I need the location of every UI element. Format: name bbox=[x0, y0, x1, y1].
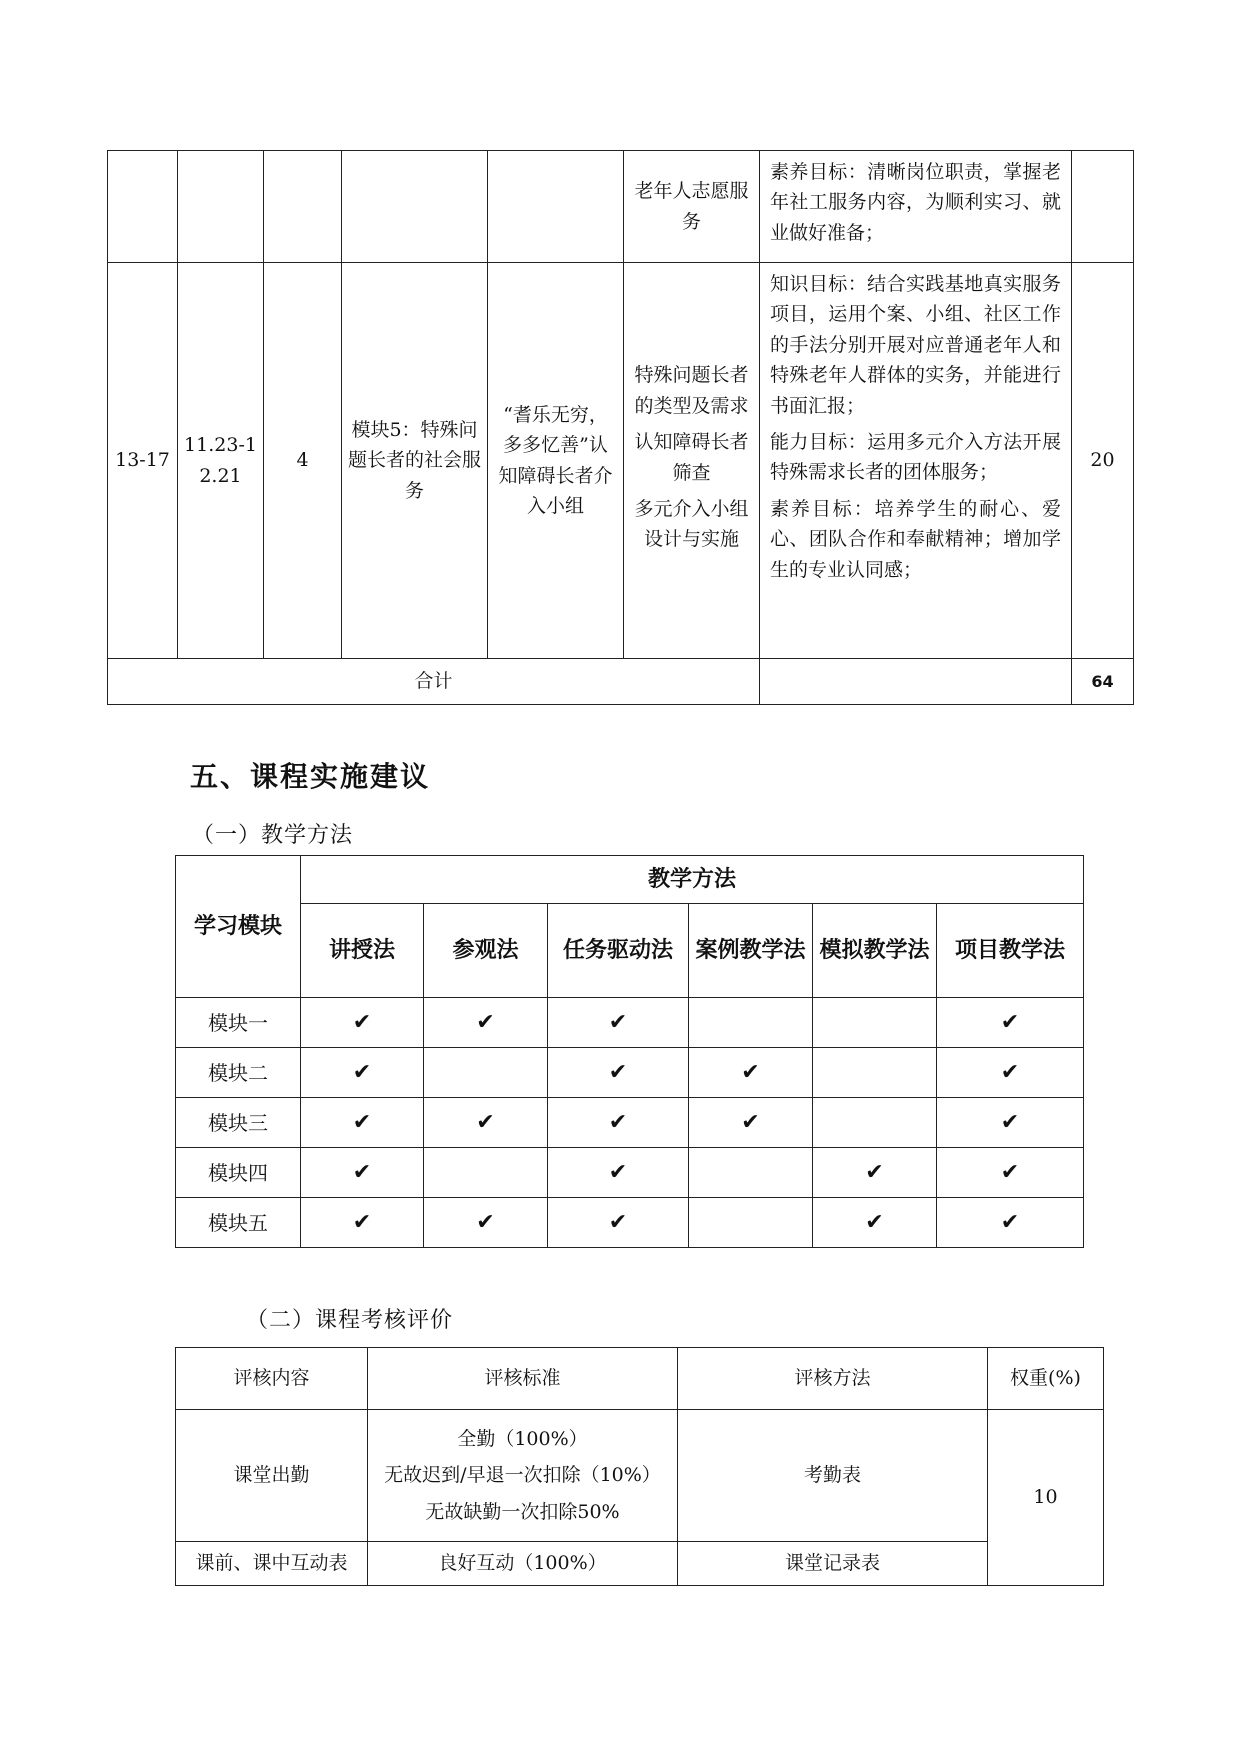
check-icon: ✔ bbox=[301, 1148, 424, 1198]
subsection-title: （一）教学方法 bbox=[192, 823, 354, 848]
assessment-standard bbox=[368, 1410, 678, 1542]
table-row bbox=[108, 151, 1134, 263]
module-header: 学习模块 bbox=[176, 856, 301, 998]
check-icon: ✔ bbox=[424, 1198, 548, 1248]
empty-cell bbox=[689, 998, 813, 1048]
empty-cell bbox=[689, 1148, 813, 1198]
teaching-methods-table bbox=[175, 855, 1084, 1248]
methods-body bbox=[176, 998, 1084, 1248]
check-icon: ✔ bbox=[548, 1148, 689, 1198]
method-header: 项目教学法 bbox=[937, 904, 1084, 998]
check-icon: ✔ bbox=[813, 1148, 937, 1198]
assessment-table bbox=[175, 1347, 1104, 1586]
check-icon: ✔ bbox=[937, 998, 1084, 1048]
quality-goal: 素养目标：培养学生的耐心、爱心、团队合作和奉献精神；增加学生的专业认同感； bbox=[770, 497, 1061, 581]
method-header: 参观法 bbox=[424, 904, 548, 998]
score-cell: 20 bbox=[1072, 263, 1134, 659]
total-row bbox=[108, 659, 1134, 705]
assessment-standard: 良好互动（100%） bbox=[368, 1542, 678, 1586]
subsection-title: （二）课程考核评价 bbox=[246, 1308, 454, 1333]
content-cell: 老年人志愿服务 bbox=[624, 151, 760, 263]
module-cell: 模块5：特殊问题长者的社会服务 bbox=[342, 263, 488, 659]
empty-cell bbox=[424, 1148, 548, 1198]
content-item: 认知障碍长者筛查 bbox=[634, 431, 749, 484]
table-row bbox=[176, 1048, 1084, 1098]
schedule-table bbox=[107, 150, 1134, 705]
table-row bbox=[176, 1148, 1084, 1198]
check-icon: ✔ bbox=[548, 1198, 689, 1248]
ability-goal: 能力目标：运用多元介入方法开展特殊需求长者的团体服务； bbox=[770, 430, 1061, 484]
method-header: 案例教学法 bbox=[689, 904, 813, 998]
table-row bbox=[176, 1098, 1084, 1148]
check-icon: ✔ bbox=[301, 1198, 424, 1248]
assessment-method: 考勤表 bbox=[678, 1410, 988, 1542]
empty-cell bbox=[813, 1098, 937, 1148]
table-row bbox=[176, 1410, 1104, 1542]
week-cell: 13-17 bbox=[108, 263, 178, 659]
method-header: 讲授法 bbox=[301, 904, 424, 998]
table-row bbox=[176, 998, 1084, 1048]
check-icon: ✔ bbox=[301, 1098, 424, 1148]
check-icon: ✔ bbox=[689, 1048, 813, 1098]
total-value: 64 bbox=[1072, 659, 1134, 705]
method-header: 任务驱动法 bbox=[548, 904, 689, 998]
check-icon: ✔ bbox=[548, 998, 689, 1048]
check-icon: ✔ bbox=[937, 1098, 1084, 1148]
check-icon: ✔ bbox=[689, 1098, 813, 1148]
table-row bbox=[176, 1542, 1104, 1586]
content-cell bbox=[624, 263, 760, 659]
table-row bbox=[108, 263, 1134, 659]
standard-item: 无故缺勤一次扣除50% bbox=[425, 1500, 620, 1523]
check-icon: ✔ bbox=[548, 1098, 689, 1148]
check-icon: ✔ bbox=[937, 1048, 1084, 1098]
assessment-weight: 10 bbox=[988, 1410, 1104, 1586]
assessment-content: 课堂出勤 bbox=[176, 1410, 368, 1542]
empty-cell bbox=[689, 1198, 813, 1248]
standard-item: 全勤（100%） bbox=[457, 1427, 588, 1450]
module-label: 模块四 bbox=[176, 1148, 301, 1198]
method-header: 模拟教学法 bbox=[813, 904, 937, 998]
check-icon: ✔ bbox=[937, 1198, 1084, 1248]
hours-cell: 4 bbox=[264, 263, 342, 659]
check-icon: ✔ bbox=[937, 1148, 1084, 1198]
column-header: 权重(%) bbox=[988, 1348, 1104, 1410]
column-header: 评核方法 bbox=[678, 1348, 988, 1410]
module-label: 模块五 bbox=[176, 1198, 301, 1248]
content-item: 多元介入小组设计与实施 bbox=[634, 497, 749, 551]
goals-cell bbox=[760, 263, 1072, 659]
total-label: 合计 bbox=[108, 659, 760, 705]
module-label: 模块三 bbox=[176, 1098, 301, 1148]
knowledge-goal: 知识目标：结合实践基地真实服务项目，运用个案、小组、社区工作的手法分别开展对应普通老年人和特殊老年人群体的实务，并能进行书面汇报； bbox=[770, 273, 1061, 417]
assessment-method: 课堂记录表 bbox=[678, 1542, 988, 1586]
goals-cell: 素养目标：清晰岗位职责，掌握老年社工服务内容，为顺利实习、就业做好准备； bbox=[760, 151, 1072, 263]
empty-cell bbox=[813, 998, 937, 1048]
check-icon: ✔ bbox=[301, 998, 424, 1048]
module-label: 模块二 bbox=[176, 1048, 301, 1098]
date-cell: 11.23-12.21 bbox=[178, 263, 264, 659]
empty-cell bbox=[813, 1048, 937, 1098]
methods-group-header: 教学方法 bbox=[301, 856, 1084, 904]
standard-item: 无故迟到/早退一次扣除（10%） bbox=[384, 1464, 661, 1487]
project-cell: “耆乐无穷，多多忆善”认知障碍长者介入小组 bbox=[488, 263, 624, 659]
column-header: 评核内容 bbox=[176, 1348, 368, 1410]
section-title: 五、课程实施建议 bbox=[190, 760, 431, 793]
check-icon: ✔ bbox=[301, 1048, 424, 1098]
module-label: 模块一 bbox=[176, 998, 301, 1048]
column-header: 评核标准 bbox=[368, 1348, 678, 1410]
check-icon: ✔ bbox=[548, 1048, 689, 1098]
content-item: 特殊问题长者的类型及需求 bbox=[634, 364, 749, 417]
check-icon: ✔ bbox=[813, 1198, 937, 1248]
assessment-content: 课前、课中互动表 bbox=[176, 1542, 368, 1586]
check-icon: ✔ bbox=[424, 998, 548, 1048]
table-row bbox=[176, 1198, 1084, 1248]
empty-cell bbox=[424, 1048, 548, 1098]
check-icon: ✔ bbox=[424, 1098, 548, 1148]
